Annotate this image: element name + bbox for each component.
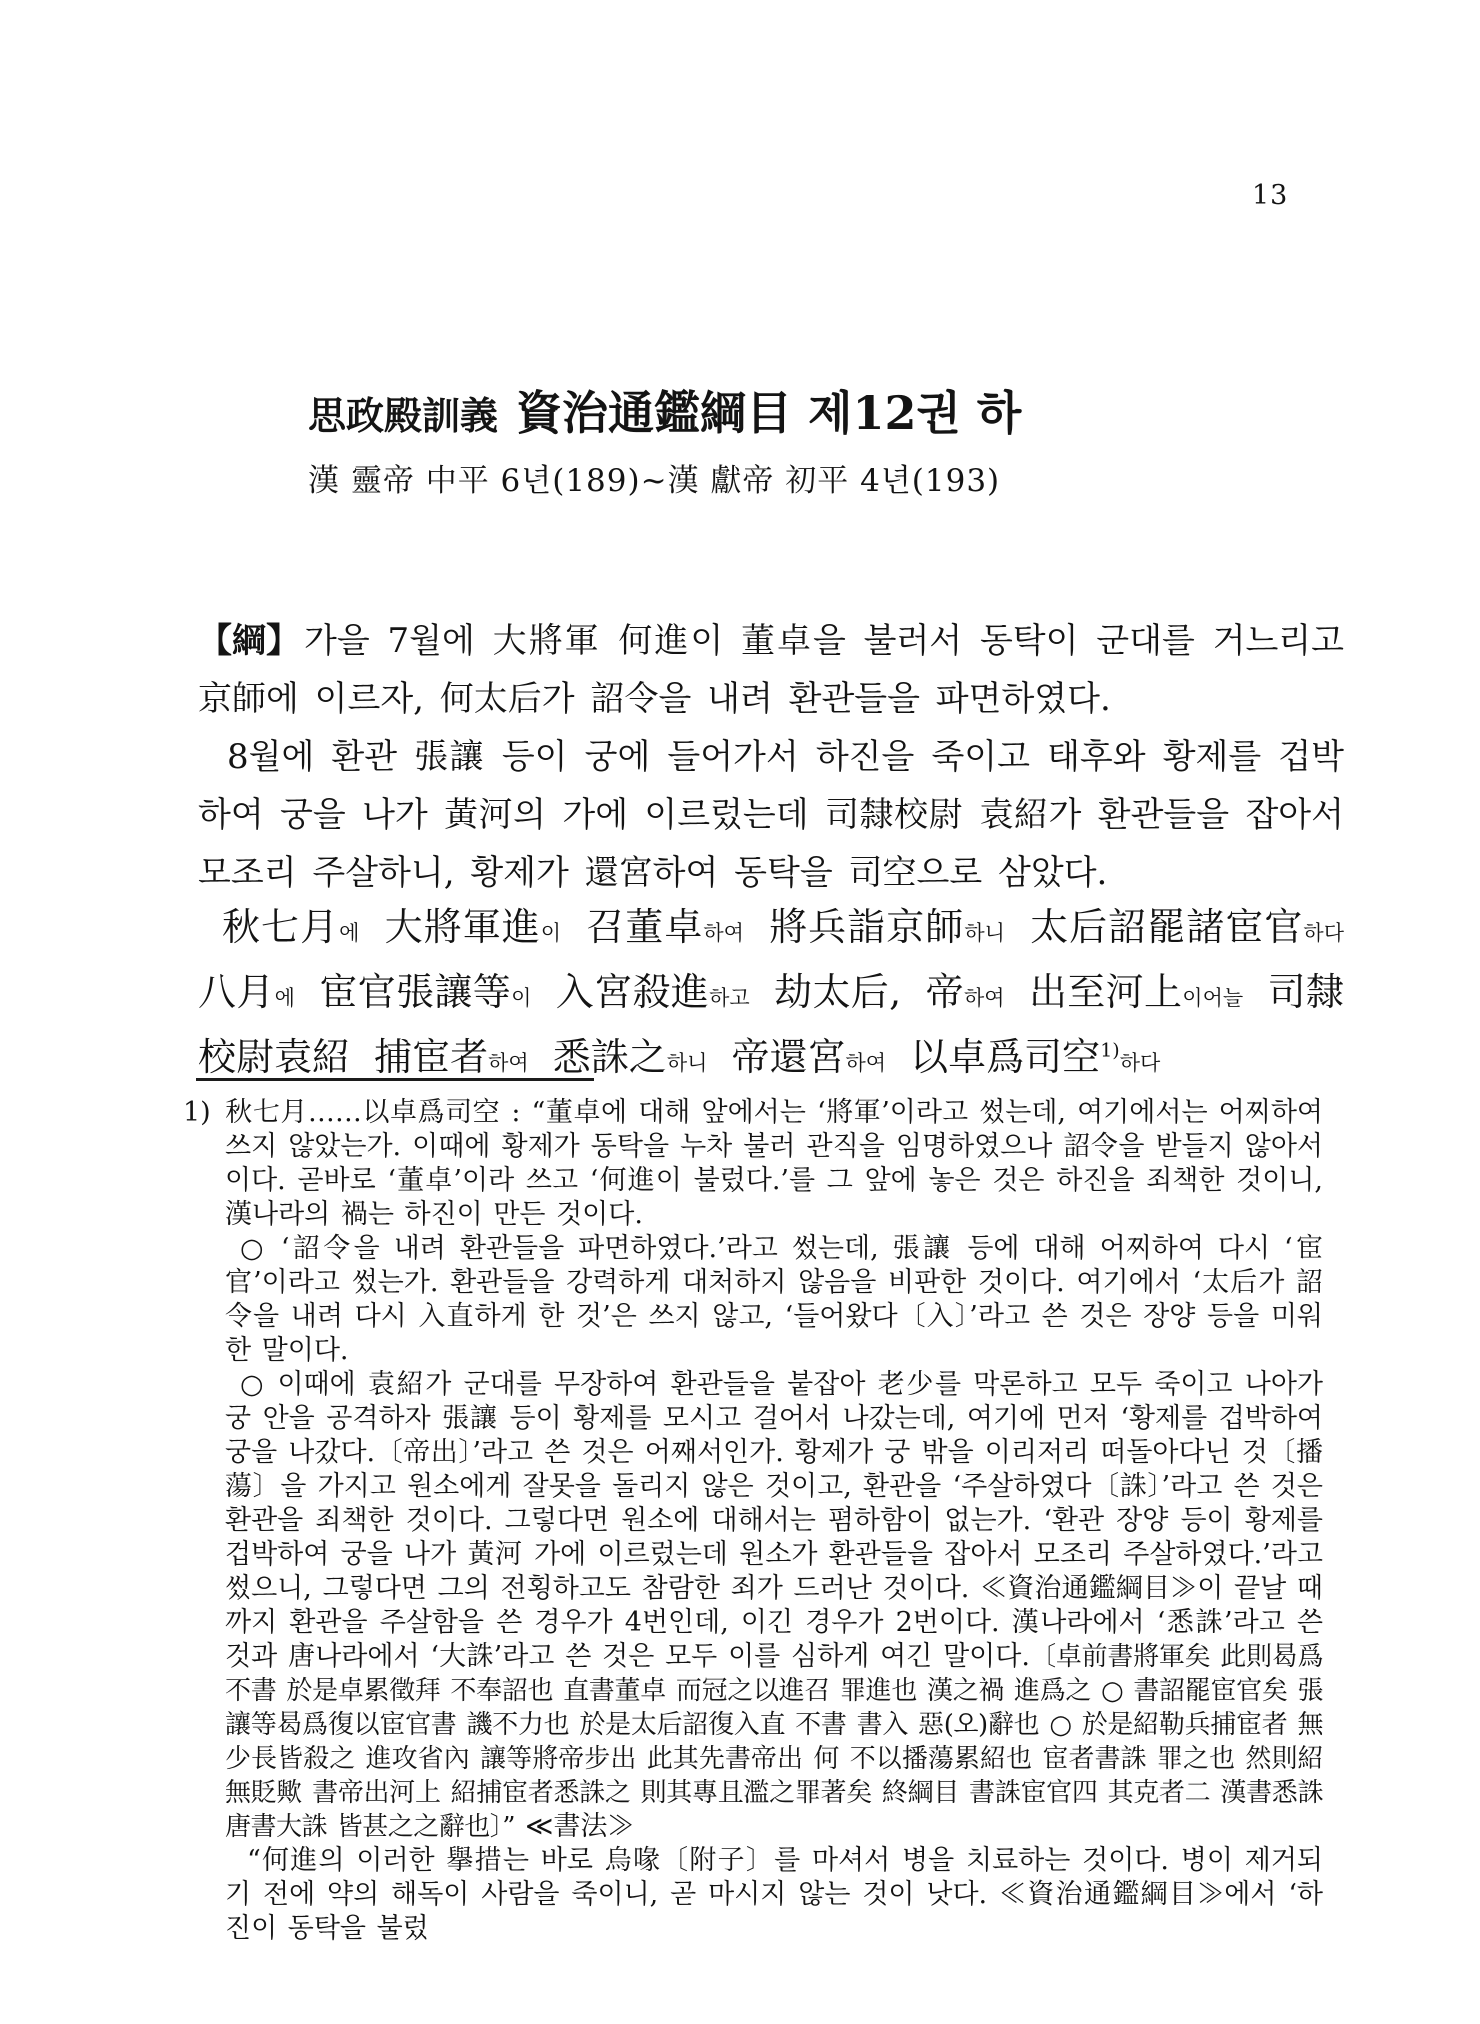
footnote-paragraph-1 — [183, 1096, 1323, 1232]
footnote-number: 1) — [183, 1097, 211, 1128]
classical-paragraph — [198, 898, 1344, 1093]
gang-section — [198, 612, 1344, 902]
classical-segment: 太后詔罷諸宦官하다 — [1030, 905, 1344, 949]
footnote-paragraph-2: ○ ‘詔令을 내려 환관들을 파면하였다.’라고 썼는데, 張讓 등에 대해 어찌하여 다시 ‘宦官’이라고 썼는가. 환관들을 강력하게 대처하지 않음을 비판한 것이다. 여기에서 ‘太后가 詔令을 내려 다시 入直하게 한 것’은 쓰지 않고, ‘들어왔다〔入〕’라고 쓴 것은 장양 등을 미워한 말이다. — [225, 1233, 1323, 1366]
classical-segment: 召董卓하여 — [586, 905, 744, 949]
footnote-paragraph-3 — [183, 1368, 1323, 1844]
title-main: 資治通鑑綱目 제12권 하 — [516, 386, 1022, 440]
gang-marker: 【綱】 — [198, 621, 300, 661]
footnote-paragraph-3-korean: ○ 이때에 袁紹가 군대를 무장하여 환관들을 붙잡아 老少를 막론하고 모두 죽이고 나아가 궁 안을 공격하자 張讓 등이 황제를 모시고 걸어서 나갔는데, 여기에 먼저 ‘황제를 겁박하여 궁을 나갔다.〔帝出〕’라고 쓴 것은 어째서인가. 황제가 궁 밖을 이리저리 떠돌아다닌 것〔播蕩〕을 가지고 원소에게 잘못을 돌리지 않은 것이고, 환관을 ‘주살하였다〔誅〕’라고 쓴 것은 환관을 죄책한 것이다. 그렇다면 원소에 대해서는 폄하함이 없는가. ‘환관 장양 등이 황제를 겁박하여 궁을 나가 黃河 가에 이르렀는데 원소가 환관들을 잡아서 모조리 주살하였다.’라고 썼으니, 그렇다면 그의 전횡하고도 참람한 죄가 드러난 것이다. ≪資治通鑑綱目≫이 끝날 때까지 환관을 주살함을 쓴 경우가 4번인데, 이긴 경우가 2번이다. 漢나라에서 ‘悉誅’라고 쓴 것과 唐나라에서 ‘大誅’라고 쓴 것은 모두 이를 심하게 여긴 말이다. — [225, 1369, 1323, 1672]
classical-segment: 悉誅之하니 — [552, 1035, 708, 1079]
footnote-paragraph-1-text: 秋七月……以卓爲司空 : “董卓에 대해 앞에서는 ‘將軍’이라고 썼는데, 여기에서는 어찌하여 쓰지 않았는가. 이때에 황제가 동탁을 누차 불러 관직을 임명하였으나 詔令을 받들지 않아서이다. 곧바로 ‘董卓’이라 쓰고 ‘何進이 불렀다.’를 그 앞에 놓은 것은 하진을 죄책한 것이니, 漢나라의 禍는 하진이 만든 것이다. — [224, 1097, 1323, 1230]
gang-paragraph-1 — [198, 612, 1344, 728]
chapter-title — [308, 377, 1021, 443]
footnote-source-citation: ≪書法≫ — [525, 1811, 635, 1842]
classical-segment: 捕宦者하여 — [374, 1035, 529, 1079]
classical-segment: 將兵詣京師하니 — [769, 905, 1005, 949]
classical-segment: 入宮殺進하고 — [555, 970, 750, 1014]
footnote-section — [183, 1096, 1323, 1946]
footnote-paragraph-4: “何進의 이러한 擧措는 바로 烏喙〔附子〕를 마셔서 병을 치료하는 것이다. 병이 제거되기 전에 약의 해독이 사람을 죽이니, 곧 마시지 않는 것이 낫다. ≪資治通鑑綱目≫에서 ‘하진이 동탁을 불렀 — [225, 1845, 1323, 1944]
classical-segment: 秋七月에 — [222, 905, 360, 949]
classical-hanmun-section — [198, 898, 1344, 1093]
classical-segment: 大將軍進이 — [384, 905, 562, 949]
classical-segment: 以卓爲司空$^{1)}$하다 — [910, 1035, 1161, 1079]
title-prefix: 思政殿訓義 — [308, 393, 499, 438]
classical-segment: 司隸校尉袁紹 — [198, 970, 1344, 1079]
chapter-subtitle: 漢 靈帝 中平 6년(189)~漢 獻帝 初平 4년(193) — [308, 463, 1001, 499]
classical-segment: 八月에 — [198, 970, 295, 1014]
classical-segment: 帝還宮하여 — [731, 1035, 887, 1079]
classical-segment: 劫太后, 帝하여 — [774, 970, 1005, 1014]
classical-segment: 宦官張讓等이 — [319, 970, 532, 1014]
footnote-reference-marker: 1) — [1100, 1039, 1120, 1062]
classical-segment: 出至河上이어늘 — [1028, 970, 1244, 1014]
page-number: 13 — [1252, 180, 1289, 211]
gang-paragraph-1-text: 가을 7월에 大將軍 何進이 董卓을 불러서 동탁이 군대를 거느리고 京師에 이르자, 何太后가 詔令을 내려 환관들을 파면하였다. — [198, 621, 1344, 719]
footnote-paragraph-3-hanmun: 〔卓前書將軍矣 此則曷爲不書 於是卓累徵拜 不奉詔也 直書董卓 而冠之以進召 罪進也 漢之禍 進爲之 ○ 書詔罷宦官矣 張讓等曷爲復以宦官書 譏不力也 於是太后詔復入直 不書 書入 惡(오)辭也 ○ 於是紹勒兵捕宦者 無少長皆殺之 進攻省內 讓等將帝步出 此其先書帝出 何 不以播蕩累紹也 宦者書誅 罪之也 然則紹無貶歟 書帝出河上 紹捕宦者悉誅之 則其專且濫之罪著矣 終綱目 書誅宦官四 其克者二 漢書悉誅 唐書大誅 皆甚之之辭也〕” — [225, 1642, 1323, 1842]
footnote-separator-rule — [196, 1078, 594, 1081]
gang-paragraph-2: 8월에 환관 張讓 등이 궁에 들어가서 하진을 죽이고 태후와 황제를 겁박하여 궁을 나가 黃河의 가에 이르렀는데 司隸校尉 袁紹가 환관들을 잡아서 모조리 주살하니, 황제가 還宮하여 동탁을 司空으로 삼았다. — [198, 737, 1344, 893]
